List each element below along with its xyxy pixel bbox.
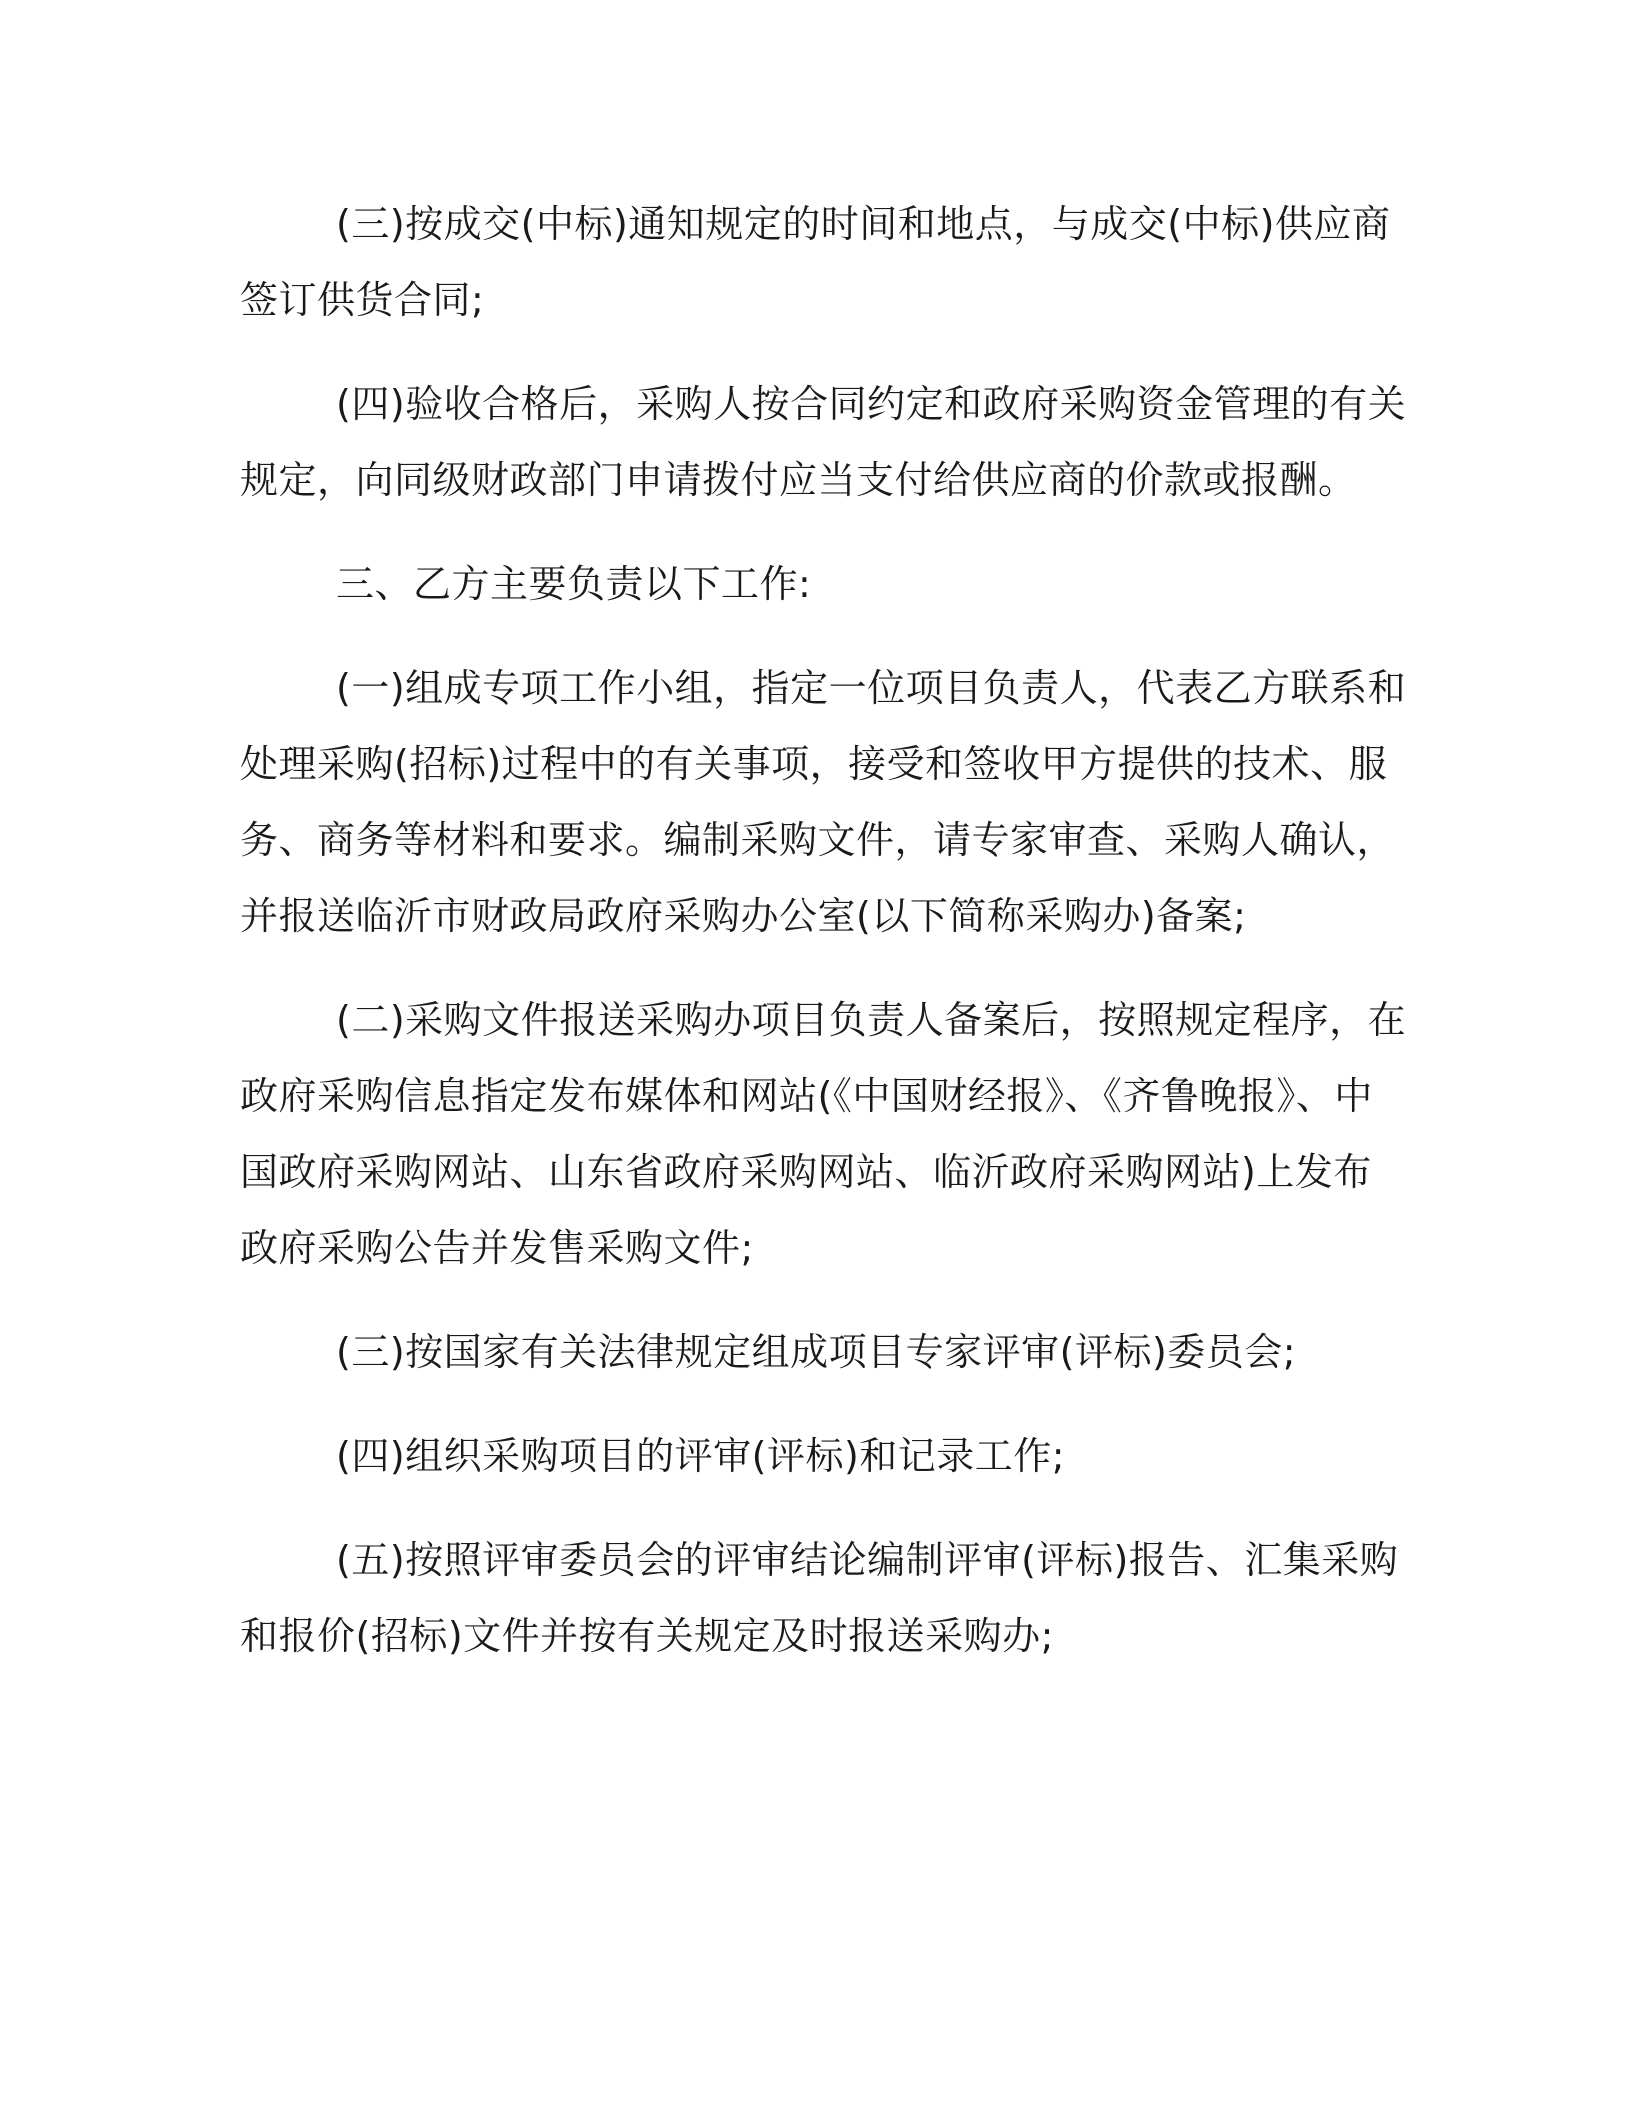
paragraph-1-text: (三)按成交(中标)通知规定的时间和地点，与成交(中标)供应商签订供货合同; <box>240 202 1391 322</box>
section-heading <box>240 546 1410 622</box>
paragraph-2-text: (四)验收合格后，采购人按合同约定和政府采购资金管理的有关规定，向同级财政部门申请拨付应当支付给供应商的价款或报酬。 <box>240 382 1407 502</box>
paragraph-5-text: (二)采购文件报送采购办项目负责人备案后，按照规定程序，在政府采购信息指定发布媒体和网站(《中国财经报》、《齐鲁晚报》、中国政府采购网站、山东省政府采购网站、临沂政府采购网站)上发布政府采购公告并发售采购文件; <box>240 998 1407 1270</box>
paragraph-6 <box>240 1314 1410 1390</box>
paragraph-7-text: (四)组织采购项目的评审(评标)和记录工作; <box>336 1434 1066 1478</box>
document-body <box>240 186 1410 1674</box>
paragraph-4-text: (一)组成专项工作小组，指定一位项目负责人，代表乙方联系和处理采购(招标)过程中的有关事项，接受和签收甲方提供的技术、服务、商务等材料和要求。编制采购文件，请专家审查、采购人确认，并报送临沂市财政局政府采购办公室(以下简称采购办)备案; <box>240 666 1407 938</box>
paragraph-5 <box>240 982 1410 1286</box>
paragraph-8-text: (五)按照评审委员会的评审结论编制评审(评标)报告、汇集采购和报价(招标)文件并按有关规定及时报送采购办; <box>240 1538 1399 1658</box>
paragraph-2 <box>240 366 1410 518</box>
paragraph-1 <box>240 186 1410 338</box>
paragraph-4 <box>240 650 1410 954</box>
section-heading-text: 三、乙方主要负责以下工作: <box>336 562 812 606</box>
paragraph-8 <box>240 1522 1410 1674</box>
paragraph-6-text: (三)按国家有关法律规定组成项目专家评审(评标)委员会; <box>336 1330 1297 1374</box>
paragraph-7 <box>240 1418 1410 1494</box>
